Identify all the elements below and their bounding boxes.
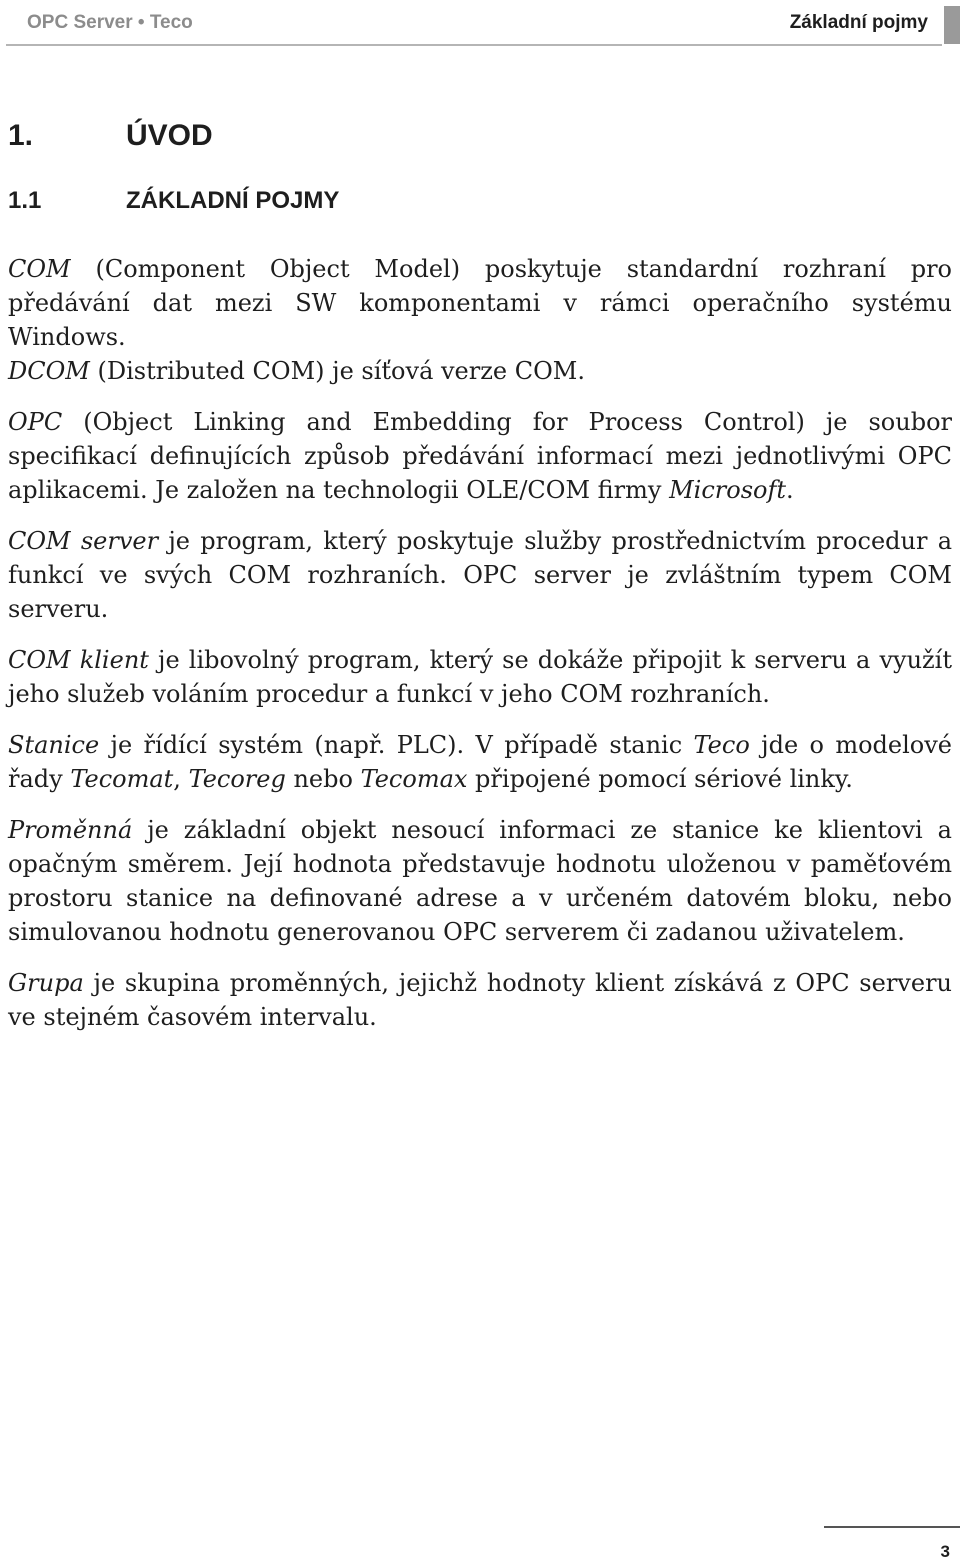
- footer-divider: [824, 1526, 960, 1528]
- term-opc: OPC: [8, 408, 63, 436]
- chapter-title: ÚVOD: [126, 119, 213, 152]
- definition-stanice: je řídící systém (např. PLC). V případě stanic: [99, 731, 694, 759]
- term-tecomat: Tecomat: [70, 765, 174, 793]
- section-heading: [8, 187, 339, 215]
- body-text: [8, 252, 952, 1051]
- header-section-title: Základní pojmy: [789, 12, 928, 33]
- section-number: 1.1: [8, 187, 42, 214]
- chapter-number: 1.: [8, 119, 34, 152]
- definition-opc: (Object Linking and Embedding for Process Control) je soubor specifikací definujících způsob předávání informací mezi jednotlivými OPC aplikacemi. Je založen na technologii OLE/COM firmy: [8, 408, 952, 504]
- term-grupa: Grupa: [8, 969, 84, 997]
- paragraph-stanice: [8, 728, 952, 796]
- header-doc-title: OPC Server • Teco: [27, 12, 193, 33]
- definition-promenna: je základní objekt nesoucí informaci ze stanice ke klientovi a opačným směrem. Její hodnota představuje hodnotu uloženou v paměťovém prostoru stanice na definované adrese a v určeném datovém bloku, nebo simulovanou hodnotu generovanou OPC serverem či zadanou uživatelem.: [8, 816, 952, 946]
- definition-stanice-3: ,: [173, 765, 189, 793]
- term-tecoreg: Tecoreg: [188, 765, 286, 793]
- running-header: [0, 0, 960, 46]
- definition-com-server: je program, který poskytuje služby prostřednictvím procedur a funkcí ve svých COM rozhraních. OPC server je zvláštním typem COM serveru.: [8, 527, 952, 623]
- paragraph-com: [8, 252, 952, 354]
- definition-grupa: je skupina proměnných, jejichž hodnoty klient získává z OPC serveru ve stejném časovém intervalu.: [8, 969, 952, 1031]
- term-promenna: Proměnná: [8, 816, 133, 844]
- definition-stanice-2: jde o modelové řady: [8, 731, 952, 793]
- term-dcom: DCOM: [8, 357, 90, 385]
- term-teco: Teco: [693, 731, 750, 759]
- paragraph-opc: [8, 405, 952, 507]
- paragraph-dcom: [8, 354, 952, 388]
- paragraph-grupa: [8, 966, 952, 1034]
- definition-opc-end: .: [785, 476, 794, 504]
- term-com-server: COM server: [8, 527, 159, 555]
- page-number: 3: [940, 1542, 950, 1561]
- definition-dcom: (Distributed COM) je síťová verze COM.: [89, 357, 585, 385]
- definition-stanice-5: připojené pomocí sériové linky.: [467, 765, 853, 793]
- paragraph-com-klient: [8, 643, 952, 711]
- term-tecomax: Tecomax: [360, 765, 468, 793]
- definition-com: (Component Object Model) poskytuje standardní rozhraní pro předávání dat mezi SW komponentami v rámci operačního systému Windows.: [8, 255, 952, 351]
- header-tab-marker: [944, 6, 960, 44]
- header-divider: [6, 44, 942, 46]
- definition-com-klient: je libovolný program, který se dokáže připojit k serveru a využít jeho služeb voláním procedur a funkcí v jeho COM rozhraních.: [8, 646, 952, 708]
- term-com-klient: COM klient: [8, 646, 149, 674]
- section-title: ZÁKLADNÍ POJMY: [126, 187, 340, 214]
- chapter-heading: [8, 119, 213, 153]
- term-com: COM: [8, 255, 71, 283]
- paragraph-com-server: [8, 524, 952, 626]
- term-stanice: Stanice: [8, 731, 100, 759]
- term-microsoft: Microsoft: [669, 476, 786, 504]
- paragraph-promenna: [8, 813, 952, 949]
- definition-stanice-4: nebo: [285, 765, 361, 793]
